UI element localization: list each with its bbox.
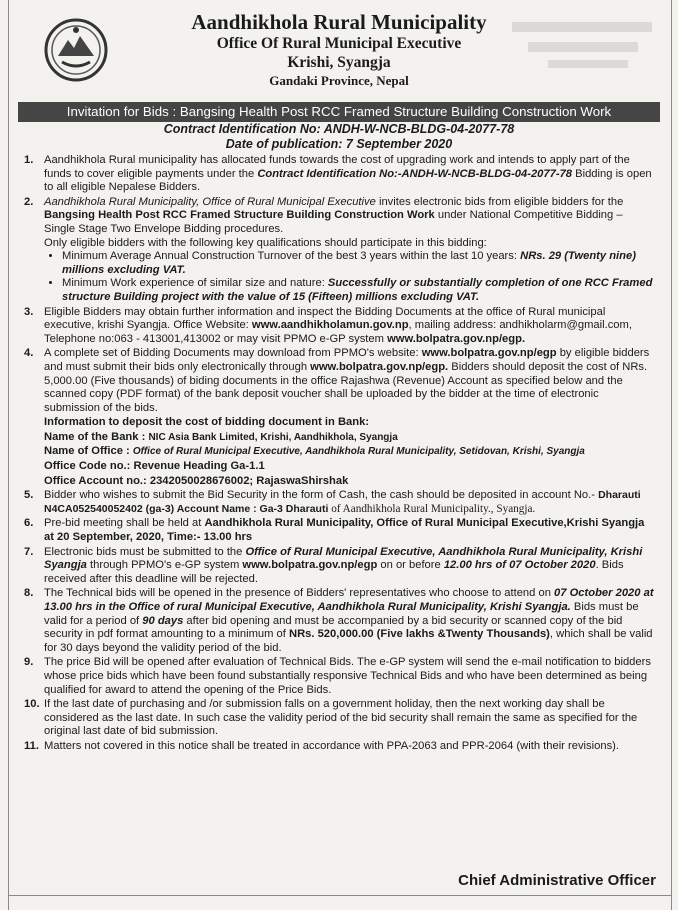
clause-number: 10.: [24, 698, 40, 711]
clause-number: 7.: [24, 545, 34, 558]
bank-heading: Information to deposit the cost of bidding document in Bank:: [44, 416, 370, 429]
bottom-border: [8, 895, 672, 896]
notice-body: [0, 152, 678, 754]
clause-text: Bids must be valid for a period of: [44, 601, 639, 627]
municipality-title: Aandhikhola Rural Municipality: [191, 10, 487, 34]
location-line: Krishi, Syangja: [287, 54, 391, 71]
clause-number: 3.: [24, 305, 34, 318]
office-account: Office Account no.: 2342050028676002; RajaswaShirshak: [44, 474, 349, 487]
clause-text: Pre-bid meeting shall be held at: [44, 517, 205, 530]
validity-period: 90 days: [142, 614, 184, 627]
clause-text: of Aandhikhola Rural Municipality., Syangja.: [328, 502, 536, 515]
prebid-details: Aandhikhola Rural Municipality, Office of Rural Municipal Executive,Krishi Syangja at 20 September, 2020, Time:- 13.00 hrs: [44, 517, 645, 544]
clause-text: under National Competitive Bidding – Single Stage Two Envelope Bidding procedures.: [44, 209, 623, 235]
clause-7: [24, 546, 656, 587]
clause-text: through PPMO's e-GP system: [86, 559, 243, 572]
office-name: Office of Rural Municipal Executive, Aandhikhola Rural Municipality, Setidovan, Krishi, Syangja: [132, 446, 585, 458]
clause-text: A complete set of Bidding Documents may download from PPMO's website:: [44, 347, 422, 360]
left-border: [8, 0, 9, 910]
project-name: Bangsing Health Post RCC Framed Structure Building Construction Work: [44, 209, 435, 222]
qualifications-intro: Only eligible bidders with the following key qualifications should participate in this bidding:: [44, 236, 487, 249]
clause-text: by eligible bidders and must submit their bids only electronically through: [44, 347, 650, 373]
clause-2: [24, 196, 656, 305]
clause-11: [24, 740, 656, 754]
opening-details: 07 October 2020 at 13.00 hrs in the Office of rural Municipal Executive, Aandhikhola Rural Municipality, Krishi Syangja.: [44, 587, 654, 613]
clause-text: Eligible Bidders may obtain further information and inspect the Bidding Documents at the office of Rural municipal executive, krishi Syangja. Office Website:: [44, 305, 606, 332]
clause-5: [24, 489, 656, 516]
contract-id: Contract Identification No: ANDH-W-NCB-BLDG-04-2077-78: [163, 122, 515, 136]
clause-8: [24, 587, 656, 655]
egp-website: www.bolpatra.gov.np/egp: [242, 559, 378, 572]
qualification-item: • Minimum Average Annual Construction Turnover of the best 3 years within the last 10 years: NRs. 29 (Twenty nine) millions excluding VAT.: [62, 250, 656, 277]
qualification-item: • Minimum Work experience of similar size and nature: Successfully or substantially completion of one RCC Framed structure Building project with the value of 15 (Fifteen) millions excluding VAT.: [62, 277, 656, 304]
right-border: [671, 0, 672, 910]
clause-text: , mailing address: andhikholarm@gmail.com, Telephone no:063 - 413001,413002 or may visit PPMO e-GP system: [44, 319, 632, 345]
egp-website: www.bolpatra.gov.np/egp.: [387, 332, 526, 345]
clause-text: , which shall be valid for 30 days beyond the validity period of the bid.: [44, 628, 653, 654]
office-code: Office Code no.: Revenue Heading Ga-1.1: [44, 460, 265, 473]
office-label: Name of Office :: [44, 445, 133, 458]
office-website: www.aandhikholamun.gov.np: [251, 319, 409, 332]
publication-date: Date of publication: 7 September 2020: [225, 137, 453, 151]
submission-deadline: 12.00 hrs of 07 October 2020: [443, 559, 596, 572]
clause-6: [24, 517, 656, 544]
faded-stamp-icon: [508, 16, 658, 76]
bank-name-label: Name of the Bank :: [44, 430, 149, 443]
qualifications-list: [44, 250, 656, 304]
clause-text-italic: Aandhikhola Rural Municipality, Office of Rural Municipal Executive: [44, 195, 376, 208]
invitation-banner: Invitation for Bids : Bangsing Health Post RCC Framed Structure Building Construction Work: [18, 102, 660, 122]
clause-text: Electronic bids must be submitted to the: [44, 545, 246, 558]
submission-office: Office of Rural Municipal Executive, Aandhikhola Rural Municipality, Krishi Syangja: [44, 545, 643, 572]
deposit-account: Dharauti N4CA052540052402 (ga-3) Account Name : Ga-3 Dharauti: [44, 489, 641, 515]
nepal-emblem-icon: [44, 18, 108, 82]
clause-text: Matters not covered in this notice shall be treated in accordance with PPA-2063 and PPR-2064 (with their revisions).: [44, 739, 619, 752]
bid-security-amount: NRs. 520,000.00 (Five lakhs &Twenty Thousands): [288, 628, 550, 641]
clause-text-emphasis: Contract Identification No:-ANDH-W-NCB-BLDG-04-2077-78: [257, 167, 573, 180]
clause-text: Aandhikhola Rural municipality has allocated funds towards the cost of upgrading work and intends to apply part of the funds to cover eligible payments under the: [44, 154, 630, 180]
clause-text: Bidder who wishes to submit the Bid Security in the form of Cash, the cash should be deposited in account No.-: [44, 489, 599, 502]
clause-number: 11.: [24, 739, 39, 752]
clause-text: after bid opening and must be accompanied by a bid security or scanned copy of the bid security in pdf format amounting to a minimum of: [44, 614, 623, 641]
clause-number: 2.: [24, 195, 34, 208]
clause-number: 5.: [24, 489, 34, 502]
clause-number: 1.: [24, 154, 34, 166]
egp-website: www.bolpatra.gov.np/egp: [421, 347, 557, 360]
notice-header: [0, 0, 678, 102]
clause-text: on or before: [377, 559, 444, 572]
clause-1: [24, 154, 656, 195]
clause-text: Bidders should deposit the cost of NRs. 5,000.00 (Five thousands) of biding documents in the office Rajashwa (Revenue) Account as specified below and the scanned copy (PDF format) of the bank deposit voucher shall be uploaded by the bidder at the time of electronic submission of the bids.: [44, 360, 648, 414]
clause-text: . Bids received after this deadline will be rejected.: [44, 559, 624, 585]
egp-website: www.bolpatra.gov.np/egp.: [310, 360, 449, 373]
clause-3: [24, 306, 656, 347]
office-title: Office Of Rural Municipal Executive: [216, 35, 462, 52]
clause-4: [24, 347, 656, 488]
clause-text: Bidding is open to all eligible Nepalese Bidders.: [44, 167, 652, 194]
clause-text: The price Bid will be opened after evaluation of Technical Bids. The e-GP system will send the e-mail notification to bidders whose price bids which have been found substantially responsive Technical Bids and who have been determined as being qualified for award to attend the opening of the Price Bids.: [44, 656, 651, 696]
clause-number: 4.: [24, 347, 34, 360]
signatory-title: Chief Administrative Officer: [458, 872, 656, 890]
clause-text: The Technical bids will be opened in the presence of Bidders' representatives who choose to attend on: [44, 587, 555, 600]
clause-10: [24, 698, 656, 739]
province-line: Gandaki Province, Nepal: [269, 73, 409, 88]
clause-9: [24, 656, 656, 697]
clause-number: 6.: [24, 517, 34, 530]
clause-number: 9.: [24, 656, 34, 669]
clause-text: invites electronic bids from eligible bidders for the: [375, 195, 624, 208]
bank-info: [44, 416, 656, 488]
clause-number: 8.: [24, 587, 34, 600]
bank-name: NIC Asia Bank Limited, Krishi, Aandhikhola, Syangja: [148, 431, 398, 443]
clause-text: If the last date of purchasing and /or submission falls on a government holiday, then the next working day shall be considered as the last date. In such case the validity period of the bid security shall remain the same as specified for the original last date of bid submission.: [44, 698, 638, 738]
